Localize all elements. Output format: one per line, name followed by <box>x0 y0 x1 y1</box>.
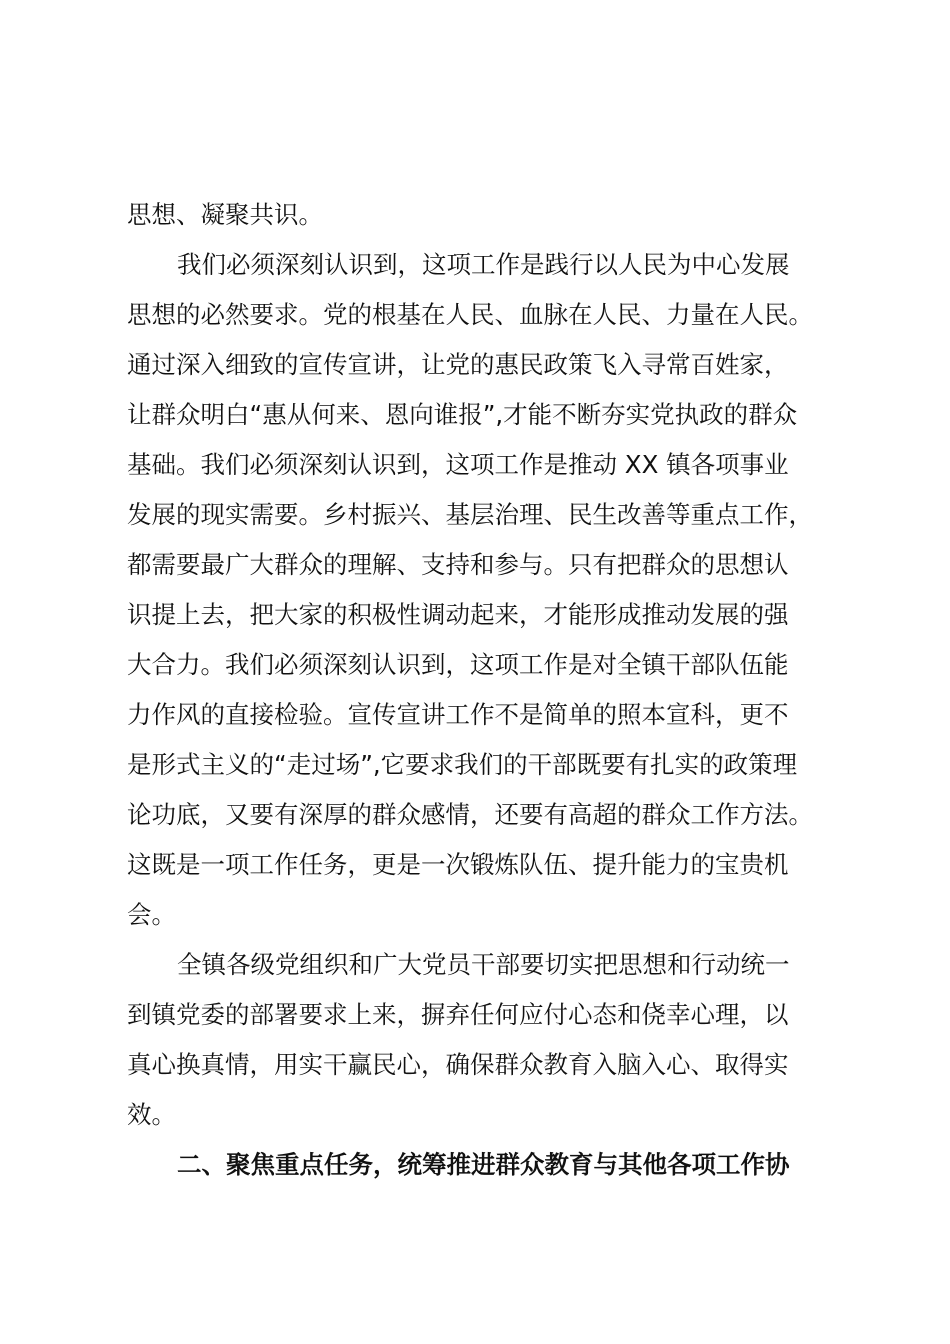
text-line: 发展的现实需要。乡村振兴、基层治理、民生改善等重点工作， <box>127 500 813 529</box>
text-line: 思想、凝聚共识。 <box>127 200 323 229</box>
text-line: 全镇各级党组织和广大党员干部要切实把思想和行动统一 <box>177 950 790 979</box>
text-line: 真心换真情，用实干赢民心，确保群众教育入脑入心、取得实 <box>127 1050 789 1079</box>
text-line: 通过深入细致的宣传宣讲，让党的惠民政策飞入寻常百姓家， <box>127 350 789 379</box>
text-line: 基础。我们必须深刻认识到，这项工作是推动 XX 镇各项事业 <box>127 450 789 479</box>
paragraph-body <box>127 940 847 1140</box>
text-line: 到镇党委的部署要求上来，摒弃任何应付心态和侥幸心理，以 <box>127 1000 789 1029</box>
section-heading <box>127 1140 847 1190</box>
text-line: 论功底，又要有深厚的群众感情，还要有高超的群众工作方法。 <box>127 800 813 829</box>
document-body <box>127 190 847 1190</box>
paragraph-body <box>127 240 847 940</box>
text-line: 会。 <box>127 900 176 929</box>
text-line: 思想的必然要求。党的根基在人民、血脉在人民、力量在人民。 <box>127 300 813 329</box>
text-line: 效。 <box>127 1100 176 1129</box>
text-line: 都需要最广大群众的理解、支持和参与。只有把群众的思想认 <box>127 550 789 579</box>
text-line: 大合力。我们必须深刻认识到，这项工作是对全镇干部队伍能 <box>127 650 789 679</box>
text-line: 这既是一项工作任务，更是一次锻炼队伍、提升能力的宝贵机 <box>127 850 789 879</box>
text-line: 我们必须深刻认识到，这项工作是践行以人民为中心发展 <box>177 250 790 279</box>
text-line: 让群众明白“惠从何来、恩向谁报”,才能不断夯实党执政的群众 <box>127 400 798 429</box>
heading-line: 二、聚焦重点任务，统筹推进群众教育与其他各项工作协 <box>177 1150 790 1179</box>
paragraph-continuation <box>127 190 847 240</box>
text-line: 力作风的直接检验。宣传宣讲工作不是简单的照本宣科，更不 <box>127 700 789 729</box>
text-line: 识提上去，把大家的积极性调动起来，才能形成推动发展的强 <box>127 600 789 629</box>
text-line: 是形式主义的“走过场”,它要求我们的干部既要有扎实的政策理 <box>127 750 798 779</box>
